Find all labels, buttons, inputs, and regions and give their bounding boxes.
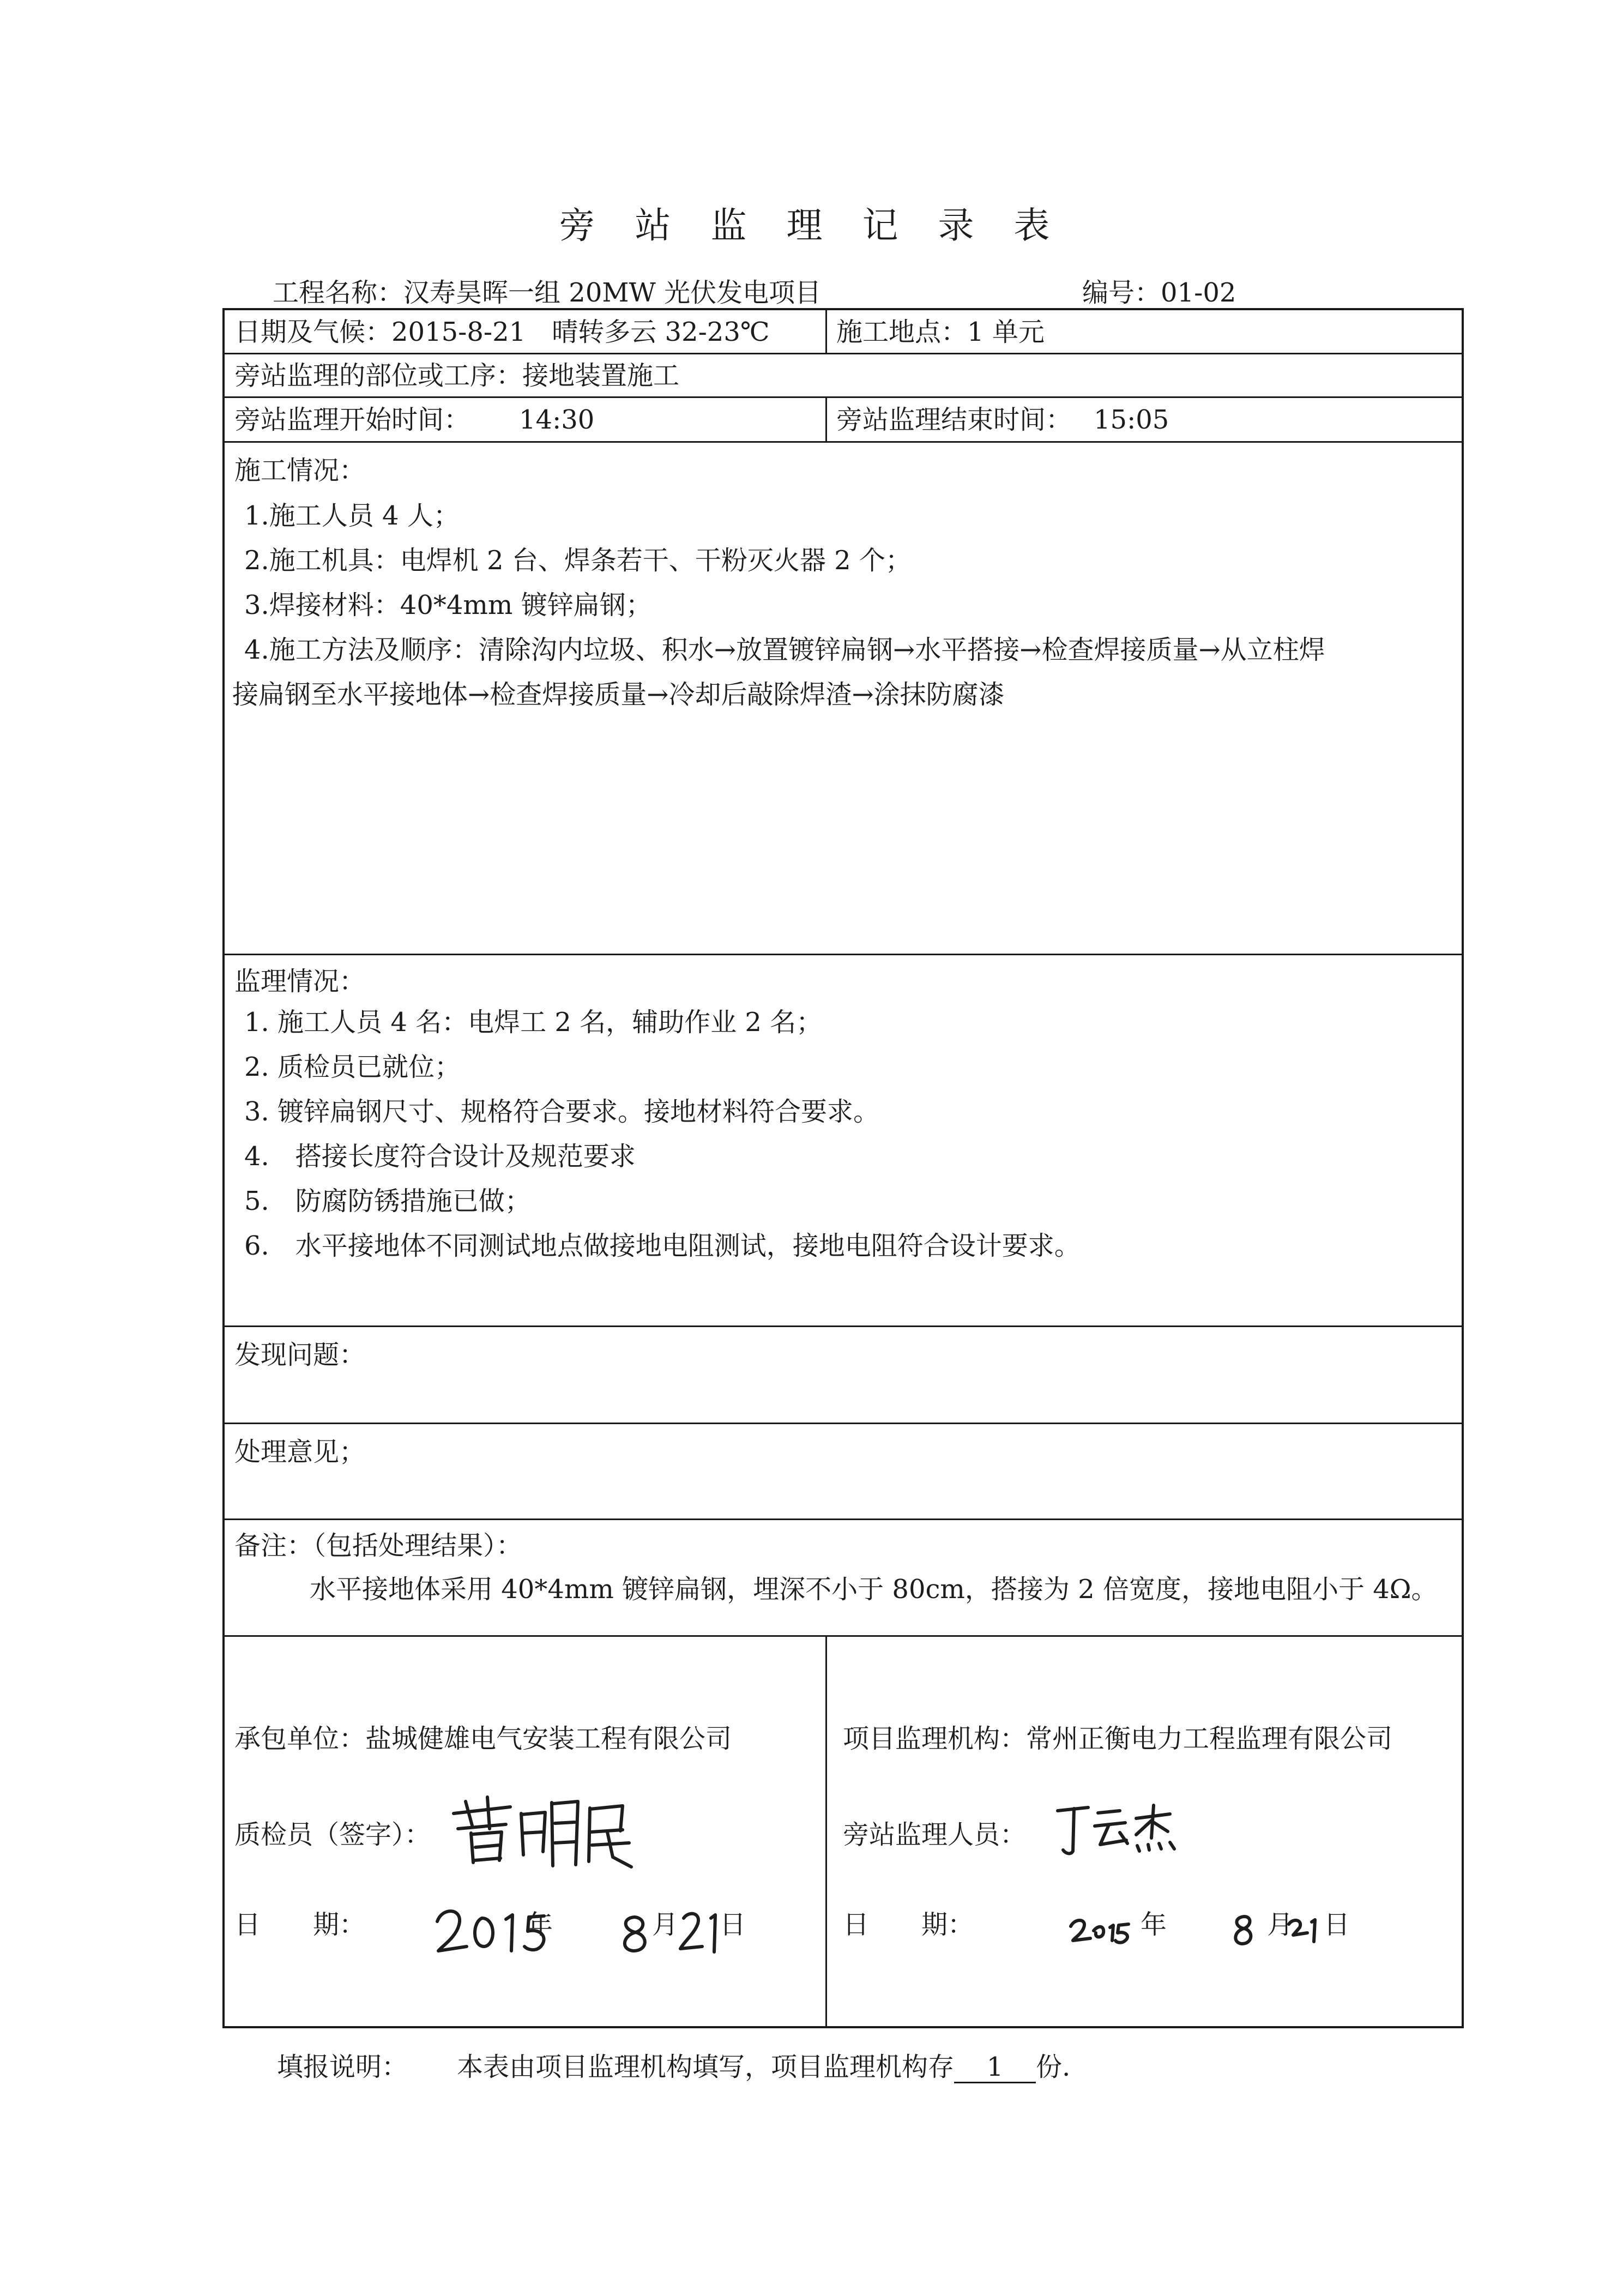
supervisor-org (843, 1719, 1392, 1758)
remarks-heading: 备注：（包括处理结果）： (234, 1530, 523, 1561)
start-time-label: 旁站监理开始时间： (234, 405, 470, 435)
copies-count: 1 (954, 2052, 1036, 2083)
list-item: 4. 搭接长度符合设计及规范要求 (244, 1141, 636, 1172)
end-time-label: 旁站监理结束时间： (836, 405, 1072, 435)
end-time-cell (836, 400, 1169, 439)
start-time-cell (234, 400, 594, 439)
footer-note (277, 2046, 1070, 2083)
list-item: 6. 水平接地体不同测试地点做接地电阻测试，接地电阻符合设计要求。 (244, 1231, 1081, 1261)
supervisor-day-char: 日 (1324, 1909, 1350, 1940)
supervisor-year-char: 年 (1141, 1909, 1167, 1940)
form-number (1082, 272, 1236, 309)
list-item: 1. 施工人员 4 名：电焊工 2 名，辅助作业 2 名； (244, 1007, 823, 1038)
list-item: 4.施工方法及顺序：清除沟内垃圾、积水→放置镀锌扁钢→水平搭接→检查焊接质量→从立柱焊 (244, 635, 1325, 665)
form-number-label: 编号： (1082, 278, 1161, 308)
project-name-value: 汉寿昊晖一组 20MW 光伏发电项目 (403, 278, 822, 308)
end-time-value: 15:05 (1094, 405, 1169, 435)
footer-label: 填报说明： (277, 2052, 408, 2082)
supervision-heading: 监理情况： (234, 966, 366, 997)
supervisor-person-label: 旁站监理人员： (843, 1819, 1027, 1850)
record-table (222, 308, 1464, 2028)
supervisor-signature (1054, 1799, 1185, 1859)
contractor-unit-label: 承包单位： (234, 1723, 366, 1754)
list-item: 2.施工机具：电焊机 2 台、焊条若干、干粉灭火器 2 个； (244, 545, 912, 576)
supervisor-org-label: 项目监理机构： (843, 1723, 1027, 1754)
supervision-list (244, 1000, 1081, 1268)
contractor-unit (234, 1719, 732, 1758)
problems-heading: 发现问题： (234, 1340, 366, 1370)
remarks-text: 水平接地体采用 40*4mm 镀锌扁钢，埋深不小于 80cm，搭接为 2 倍宽度，接地电阻小于 4Ω。 (310, 1574, 1438, 1605)
footer-text: 本表由项目监理机构填写，项目监理机构存 (457, 2052, 955, 2082)
list-item: 3. 镀锌扁钢尺寸、规格符合要求。接地材料符合要求。 (244, 1096, 880, 1127)
supervisor-date-label: 日 期： (843, 1909, 974, 1940)
site-location-label: 施工地点： (836, 317, 968, 347)
contractor-year-char: 年 (527, 1909, 553, 1940)
footer-text-end: 份. (1036, 2052, 1071, 2082)
opinion-heading: 处理意见； (234, 1437, 366, 1467)
list-item: 2. 质检员已就位； (244, 1052, 461, 1082)
supervised-part-cell (234, 356, 679, 395)
contractor-day-char: 日 (720, 1909, 746, 1940)
supervised-part-value: 接地装置施工 (522, 360, 680, 391)
site-location-value: 1 单元 (967, 317, 1045, 347)
form-title: 旁 站 监 理 记 录 表 (559, 204, 1064, 246)
supervisor-month-char: 月 (1267, 1909, 1294, 1940)
list-item: 3.焊接材料：40*4mm 镀锌扁钢； (244, 590, 652, 620)
inspector-signature-label: 质检员（签字）： (234, 1819, 431, 1850)
contractor-unit-value: 盐城健雄电气安装工程有限公司 (365, 1723, 732, 1754)
contractor-month-char: 月 (652, 1909, 679, 1940)
inspector-signature (449, 1791, 635, 1872)
supervisor-org-value: 常州正衡电力工程监理有限公司 (1026, 1723, 1393, 1754)
form-number-value: 01-02 (1161, 278, 1236, 308)
site-location-cell (836, 312, 1045, 352)
list-item: 5. 防腐防锈措施已做； (244, 1186, 531, 1216)
list-item: 接扁钢至水平接地体→检查焊接质量→冷却后敲除焊渣→涂抹防腐漆 (232, 679, 1005, 710)
date-weather-value: 2015-8-21 晴转多云 32-23℃ (391, 317, 770, 347)
construction-heading: 施工情况： (234, 455, 366, 486)
date-weather-cell (234, 312, 770, 352)
list-item: 1.施工人员 4 人； (244, 501, 460, 531)
project-name-label: 工程名称： (273, 278, 404, 308)
supervised-part-label: 旁站监理的部位或工序： (234, 360, 523, 391)
construction-list (232, 493, 1325, 717)
start-time-value: 14:30 (519, 405, 595, 435)
contractor-date-label: 日 期： (234, 1909, 366, 1940)
date-weather-label: 日期及气候： (234, 317, 392, 347)
project-name (273, 272, 821, 309)
